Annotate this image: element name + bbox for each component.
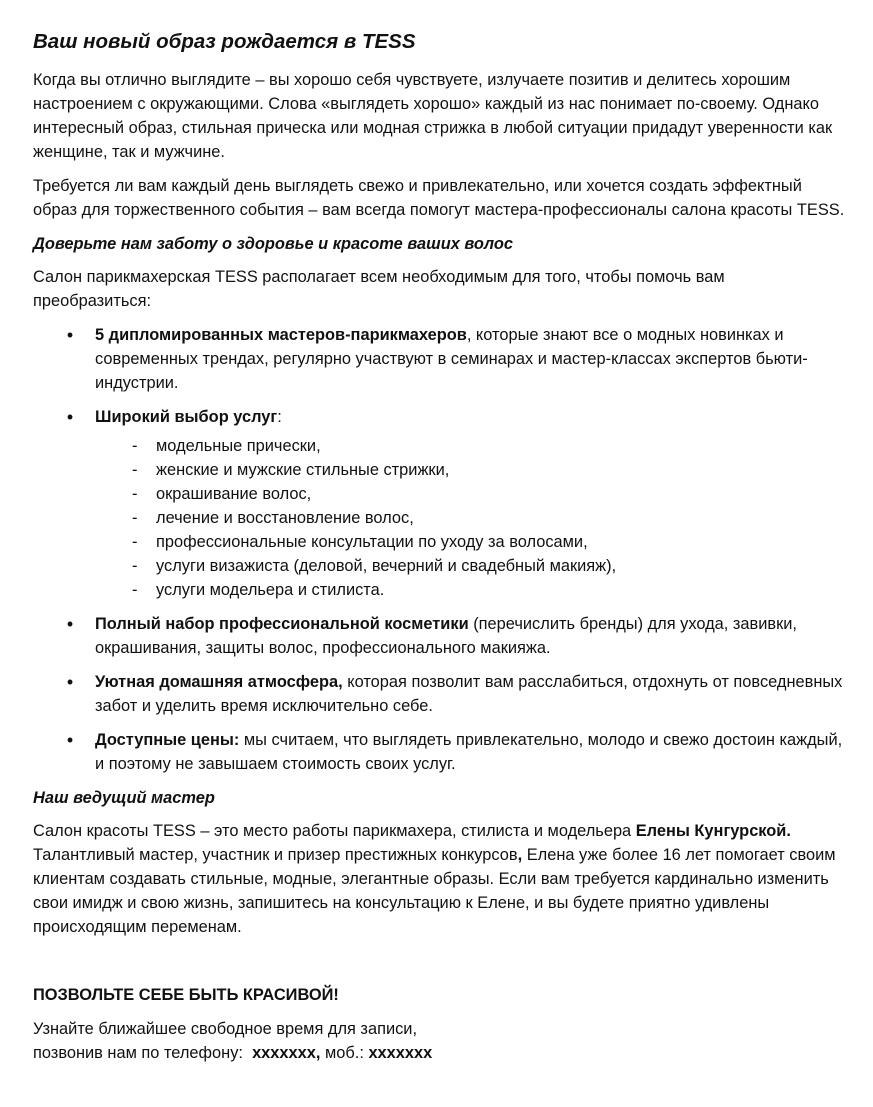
feature-text: которая позволит вам расслабиться, отдохнуть от повседневных забот и уделить время исключительно себе.	[95, 673, 843, 715]
master-paragraph	[33, 819, 845, 939]
bullet-dot-icon: •	[66, 730, 74, 750]
dash-icon: -	[132, 485, 138, 503]
feature-bold: Широкий выбор услуг	[95, 408, 278, 426]
feature-bold: Уютная домашняя атмосфера,	[95, 673, 343, 691]
master-text: Елена уже более 16 лет помогает своим клиентам создавать стильные, модные, элегантные образы. Если вам требуется кардинально изменить свои имидж и свою жизнь, запишитесь на консультацию к Елене, и вы будете приятно удивлены происходящим переменам.	[33, 846, 836, 936]
mobile-label: моб.:	[320, 1044, 369, 1062]
service-label: лечение и восстановление волос,	[156, 509, 414, 527]
section1-heading: Доверьте нам заботу о здоровье и красоте ваших волос	[33, 235, 513, 253]
dash-icon: -	[132, 533, 138, 551]
document-page	[33, 28, 845, 1065]
service-item	[95, 530, 845, 554]
mobile-number: ххххххх	[368, 1044, 433, 1062]
service-label: окрашивание волос,	[156, 485, 312, 503]
master-name: Елены Кунгурской.	[635, 822, 791, 840]
dash-icon: -	[132, 461, 138, 479]
service-item	[95, 554, 845, 578]
bullet-dot-icon: •	[66, 614, 74, 634]
section1-lead: Салон парикмахерская TESS располагает всем необходимым для того, чтобы помочь вам преобразиться:	[33, 268, 725, 310]
feature-item-atmosphere	[33, 670, 845, 718]
service-label: услуги визажиста (деловой, вечерний и свадебный макияж),	[156, 557, 617, 575]
intro-paragraph-2: Требуется ли вам каждый день выглядеть свежо и привлекательно, или хочется создать эффектный образ для торжественного события – вам всегда помогут мастера-профессионалы салона красоты TESS.	[33, 177, 845, 219]
closing-line1: Узнайте ближайшее свободное время для записи,	[33, 1020, 418, 1038]
closing-text	[33, 1017, 845, 1065]
phone-number: ххххххх,	[252, 1044, 321, 1062]
service-item	[95, 578, 845, 602]
service-item	[95, 482, 845, 506]
dash-icon: -	[132, 557, 138, 575]
dash-icon: -	[132, 581, 138, 599]
call-to-action: ПОЗВОЛЬТЕ СЕБЕ БЫТЬ КРАСИВОЙ!	[33, 986, 339, 1004]
feature-item-services	[33, 405, 845, 602]
service-label: профессиональные консультации по уходу за волосами,	[156, 533, 588, 551]
feature-text: мы считаем, что выглядеть привлекательно, молодо и свежо достоин каждый, и поэтому не завышаем стоимость своих услуг.	[95, 731, 843, 773]
dash-icon: -	[132, 437, 138, 455]
services-list	[95, 434, 845, 602]
section2-heading: Наш ведущий мастер	[33, 789, 215, 807]
feature-bold: Полный набор профессиональной косметики	[95, 615, 469, 633]
service-item	[95, 458, 845, 482]
feature-text: :	[277, 408, 282, 426]
bullet-dot-icon: •	[66, 672, 74, 692]
master-comma: ,	[517, 846, 523, 864]
master-text: Талантливый мастер, участник и призер престижных конкурсов	[33, 846, 518, 864]
service-label: женские и мужские стильные стрижки,	[156, 461, 450, 479]
feature-item-cosmetics	[33, 612, 845, 660]
feature-text: , которые знают все о модных новинках и современных трендах, регулярно участвуют в семинарах и мастер-классах экспертов бьюти-индустрии.	[95, 326, 808, 392]
closing-line2: позвонив нам по телефону:	[33, 1044, 253, 1062]
service-label: услуги модельера и стилиста.	[156, 581, 385, 599]
feature-bold: Доступные цены:	[95, 731, 240, 749]
dash-icon: -	[132, 509, 138, 527]
service-item	[95, 506, 845, 530]
master-text: Салон красоты TESS – это место работы парикмахера, стилиста и модельера	[33, 822, 636, 840]
service-item	[95, 434, 845, 458]
page-title: Ваш новый образ рождается в TESS	[33, 30, 416, 53]
bullet-dot-icon: •	[66, 407, 74, 427]
feature-text: (перечислить бренды) для ухода, завивки, окрашивания, защиты волос, профессионального макияжа.	[95, 615, 797, 657]
feature-item-masters	[33, 323, 845, 395]
service-label: модельные прически,	[156, 437, 321, 455]
bullet-dot-icon: •	[66, 325, 74, 345]
feature-bold: 5 дипломированных мастеров-парикмахеров	[95, 326, 467, 344]
intro-paragraph-1: Когда вы отлично выглядите – вы хорошо себя чувствуете, излучаете позитив и делитесь хорошим настроением с окружающими. Слова «выглядеть хорошо» каждый из нас понимает по-своему. Однако интересный образ, стильная прическа или модная стрижка в любой ситуации придадут уверенности как женщине, так и мужчине.	[33, 71, 833, 161]
feature-item-prices	[33, 728, 845, 776]
features-list	[33, 323, 845, 776]
